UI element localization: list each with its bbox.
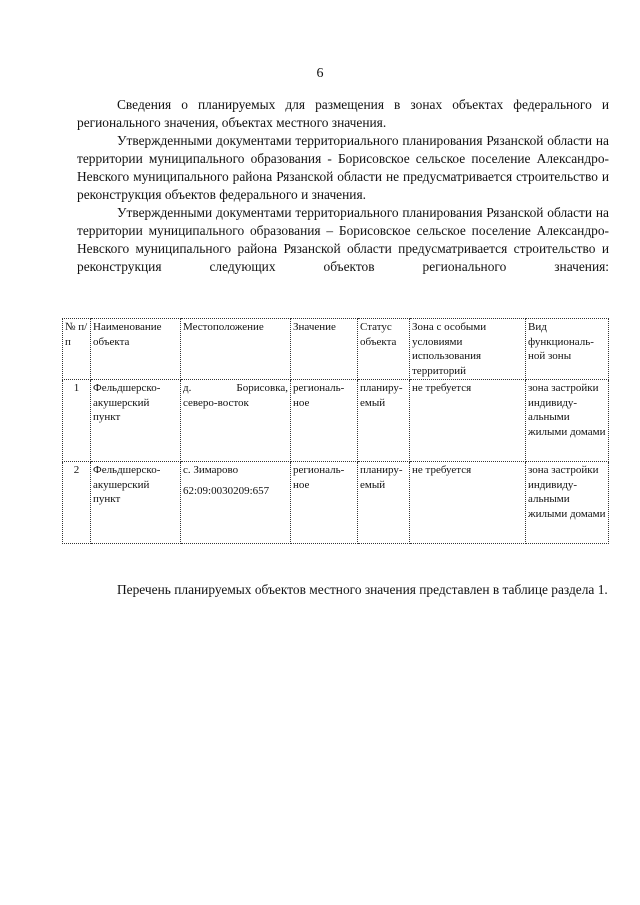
table-header-row <box>63 319 609 380</box>
cell-location <box>181 380 291 462</box>
cell-location-main: д. Борисовка, <box>183 382 288 394</box>
table-row <box>63 380 609 462</box>
planned-objects-table <box>62 318 609 544</box>
cell-significance: региональ-ное <box>291 380 358 462</box>
local-objects-paragraph: Перечень планируемых объектов местного значения представлен в таблице раздела 1. <box>117 582 608 597</box>
header-num: № п/п <box>63 319 91 380</box>
header-significance: Значение <box>291 319 358 380</box>
cell-functional-zone: зона застройки индивиду-альными жилыми домами <box>526 380 609 462</box>
footer-text <box>77 578 609 601</box>
cell-name: Фельдшерско-акушерский пункт <box>91 462 181 544</box>
header-name: Наименование объекта <box>91 319 181 380</box>
cell-location-extra: северо-восток <box>183 396 249 409</box>
cell-num: 1 <box>63 380 91 462</box>
regional-objects-paragraph: Утвержденными документами территориального планирования Рязанской области на территории муниципального образования – Борисовское сельское поселение Александро-Невского муниципального района Рязанской области предусматривается строительство и реконструкция следующих объектов регионального значения: <box>77 205 609 274</box>
cell-functional-zone: зона застройки индивиду-альными жилыми домами <box>526 462 609 544</box>
cell-location-main: с. Зимарово <box>183 464 239 476</box>
intro-paragraph: Сведения о планируемых для размещения в зонах объектах федерального и регионального значения, объектах местного значения. <box>77 97 609 130</box>
cell-location <box>181 462 291 544</box>
header-functional-zone: Вид функциональ-ной зоны <box>526 319 609 380</box>
federal-objects-paragraph: Утвержденными документами территориального планирования Рязанской области на территории муниципального образования - Борисовское сельское поселение Александро-Невского муниципального района Рязанской области не предусматривается строительство и реконструкция объектов федерального и значения. <box>77 133 609 202</box>
cell-location-extra: 62:09:0030209:657 <box>183 484 270 497</box>
header-location: Местоположение <box>181 319 291 380</box>
cell-num: 2 <box>63 462 91 544</box>
cell-zone: не требуется <box>410 462 526 544</box>
cell-status: планиру-емый <box>358 380 410 462</box>
page-number: 6 <box>316 66 324 81</box>
document-body <box>77 96 609 276</box>
table-row <box>63 462 609 544</box>
header-status: Статус объекта <box>358 319 410 380</box>
cell-name: Фельдшерско-акушерский пункт <box>91 380 181 462</box>
cell-zone: не требуется <box>410 380 526 462</box>
cell-significance: региональ-ное <box>291 462 358 544</box>
cell-status: планиру-емый <box>358 462 410 544</box>
header-zone: Зона с особыми условиями использования территорий <box>410 319 526 380</box>
